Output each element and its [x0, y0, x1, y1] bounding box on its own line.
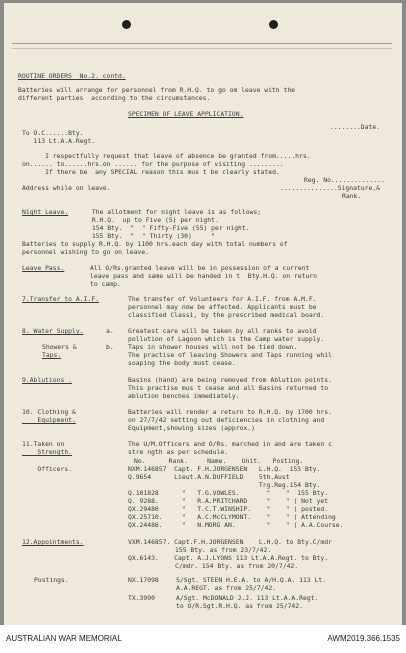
- doc-line: ........Date.: [330, 123, 381, 131]
- table-row: Q. 9288. " R.A.PRITCHARD " " ( Not yet: [128, 497, 329, 505]
- doc-line: on...... to......hrs.on ...... for the purpose of visiting .........: [22, 160, 284, 168]
- doc-line: NX.17098: [128, 576, 159, 584]
- document-page: [4, 3, 402, 625]
- table-row: QX.24486. " N.MORG AN. " " ( A.A.Course.: [128, 521, 344, 529]
- doc-line: A/Sgt. McDONALD J.J. 113 Lt.A.A.Regt.: [176, 594, 319, 602]
- doc-line: 155 Bty. " " Thirty (30) ": [88, 232, 215, 240]
- doc-line: All O/Rs.granted leave will be in possession of a current: [90, 264, 310, 272]
- doc-line: 154 Bty. " " Fifty-Five (55) per night.: [88, 224, 250, 232]
- side-heading: 11.Taken on: [22, 440, 65, 448]
- doc-line: The transfer of Volunteers for A.I.F. from A.M.F.: [128, 295, 317, 303]
- doc-line: ...............Signature,&: [280, 184, 381, 192]
- table-header: No. Rank. Name. Unit. Posting.: [134, 457, 304, 465]
- doc-line: To O.C......Bty.: [22, 129, 84, 137]
- doc-line: Taps in shower houses will not be tied down.: [128, 343, 298, 351]
- side-heading: Postings.: [34, 576, 69, 584]
- doc-line: Equipment,showing sizes (approx.): [128, 424, 255, 432]
- doc-line: Address while on leave.: [22, 184, 111, 192]
- doc-line: leave pass and same will be handed in t Bty.H.Q. on return: [90, 272, 318, 280]
- doc-line: ablution benches immediately.: [128, 392, 240, 400]
- side-heading: Strength.: [22, 448, 73, 456]
- table-row: Trg.Reg.154 Bty.: [128, 481, 321, 489]
- side-heading: Night Leave.: [22, 208, 69, 216]
- doc-line: The U/M.Officers and O/Rs. marched in and are taken c: [128, 440, 332, 448]
- doc-line: A.A.REGT. as from 25/7/42.: [176, 584, 277, 592]
- doc-line: R.H.Q. up to Five (5) per night.: [88, 216, 219, 224]
- doc-heading: ROUTINE ORDERS No.2. contd.: [18, 72, 126, 80]
- footer-institution: AUSTRALIAN WAR MEMORIAL: [6, 634, 122, 643]
- doc-line: classified Class1, by the prescribed medical board.: [128, 311, 325, 319]
- table-row: Q.101828 " T.G.VOWLES. " " 155 Bty.: [128, 489, 329, 497]
- doc-line: stre ngth as per schedule.: [128, 448, 229, 456]
- doc-line: Batteries will arrange for personnel from R.H.Q. to go om leave with the: [18, 86, 296, 94]
- footer-bar: [0, 625, 406, 653]
- doc-line: Batteries to supply R.H.Q. by 1100 hrs.each day with total numbers of: [22, 240, 288, 248]
- doc-line: Basins (hand) are being removed from Ablution points.: [128, 376, 332, 384]
- doc-line: If there be any SPECIAL reason this mus t be clearly stated.: [22, 168, 280, 176]
- side-heading: 10. Clothing &: [22, 408, 76, 416]
- doc-line: different parties according to the circumstances.: [18, 94, 211, 102]
- doc-line: TX.3990: [128, 594, 155, 602]
- doc-line: QX.6143. Capt. A.J.LYONS 113 Lt.A.A.Regt. to Bty.: [128, 554, 329, 562]
- doc-line: C/mdr. 154 Bty. as from 20/7/42.: [175, 562, 299, 570]
- doc-line: Batteries will render a return to R.H.Q. by 1700 hrs.: [128, 408, 332, 416]
- doc-line: The allotment for night leave is as follows;: [88, 208, 262, 216]
- section-title: SPECIMEN OF LEAVE APPLICATION.: [128, 110, 244, 118]
- doc-line: personnel wishing to go on leave.: [22, 248, 149, 256]
- footer-accession-number: AWM2019.366.1535: [327, 634, 400, 643]
- doc-line: 155 Bty. as from 23/7/42.: [175, 546, 272, 554]
- doc-line: 113 Lt.A.A.Regt.: [22, 137, 96, 145]
- doc-line: to O/R.Sgt.R.H.Q. as from 25/742.: [176, 602, 303, 610]
- doc-line: soaping the body must cease.: [128, 359, 236, 367]
- side-heading: 12.Appointments.: [22, 538, 84, 546]
- side-heading: Equipment.: [22, 416, 76, 424]
- side-heading: Officers.: [22, 465, 73, 473]
- doc-line: S/Sgt. STEEN H.E.A. to A/H.Q.A. 113 Lt.: [176, 576, 327, 584]
- punch-hole: [269, 20, 278, 29]
- table-row: Q.9654 Lieut.A.N.DUFFIELD 5th.Aust: [128, 473, 290, 481]
- page-fold-edge: [12, 43, 392, 49]
- side-heading: 9.Ablutions .: [22, 376, 73, 384]
- table-row: NXM.146857 Capt. F.H.JORGENSEN L.H.Q. 155 Bty.: [128, 465, 321, 473]
- doc-line: on 27/7/42 setting out deficiencies in clothing and: [128, 416, 325, 424]
- doc-line: Rank.: [342, 192, 362, 200]
- doc-line: This practise mus t cease and all Basins returned to: [128, 384, 329, 392]
- side-heading: 7.Transfer to A.I.F.: [22, 295, 99, 303]
- side-heading: Leave Pass.: [22, 264, 65, 272]
- doc-line: to camp.: [90, 280, 121, 288]
- doc-line: VXM.146857. Capt.F.H.JORGENSEN L.H.Q. to Bty.C/mdr: [128, 538, 332, 546]
- doc-line: b.: [106, 343, 114, 351]
- doc-line: Greatest care will be taken by all ranks to avoid: [128, 327, 317, 335]
- doc-line: I respectfully request that leave of absence be granted from.....hrs.: [22, 152, 311, 160]
- doc-line: personnel may now be affected. Applicants must be: [128, 303, 317, 311]
- table-row: QX.29480 " T.C.T.WINSHIP. " " ( posted.: [128, 505, 329, 513]
- side-heading: Taps.: [42, 351, 62, 359]
- doc-line: pollution of Lagoon which is the Camp water supply.: [128, 335, 325, 343]
- side-heading: 8. Water Supply.: [22, 327, 84, 335]
- doc-line: Reg. No..............: [304, 176, 385, 184]
- side-heading: Showers &: [42, 343, 77, 351]
- doc-line: The practise of leaving Showers and Taps running whil: [128, 351, 332, 359]
- doc-line: a.: [106, 327, 114, 335]
- table-row: QX.25710. " A.C.McCLYMONT. " " ( Attending: [128, 513, 336, 521]
- punch-hole: [122, 20, 131, 29]
